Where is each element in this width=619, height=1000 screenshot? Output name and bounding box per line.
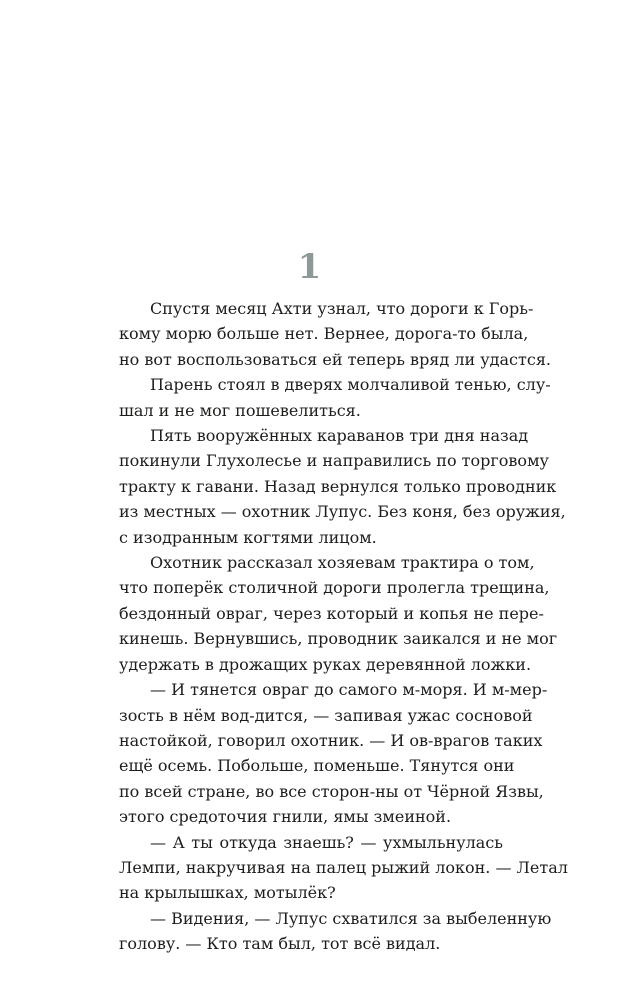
paragraph bbox=[119, 550, 558, 677]
text-line: кому морю больше нет. Вернее, дорога-то была, bbox=[119, 324, 529, 344]
text-line: бездонный овраг, через который и копья не пере- bbox=[119, 603, 544, 623]
text-line: Лемпи, накручивая на палец рыжий локон. — Летал bbox=[119, 857, 568, 877]
text-line: — Видения, — Лупус схватился за выбеленную bbox=[150, 908, 552, 928]
text-line: покинули Глухолесье и направились по торговому bbox=[119, 451, 549, 471]
text-line: голову. — Кто там был, тот всё видал. bbox=[119, 934, 441, 954]
text-line: — А ты откуда знаешь? — ухмыльнулась bbox=[150, 832, 503, 852]
text-line: ещё осемь. Побольше, поменьше. Тянутся они bbox=[119, 756, 515, 776]
text-line: что поперёк столичной дороги пролегла трещина, bbox=[119, 578, 550, 598]
text-line: кинешь. Вернувшись, проводник заикался и не мог bbox=[119, 629, 558, 649]
text-line: из местных — охотник Лупус. Без коня, без оружия, bbox=[119, 502, 566, 522]
chapter-number: 1 bbox=[297, 247, 322, 287]
paragraph bbox=[119, 677, 548, 829]
text-line: настойкой, говорил охотник. — И ов-врагов таких bbox=[119, 730, 543, 750]
text-line: Пять вооружённых караванов три дня назад bbox=[150, 426, 529, 446]
text-line: с изодранным когтями лицом. bbox=[119, 527, 377, 547]
text-line: шал и не мог пошевелиться. bbox=[119, 400, 361, 420]
text-line: зость в нём вод-дится, — запивая ужас сосновой bbox=[119, 705, 533, 725]
text-line: этого средоточия гнили, ямы змеиной. bbox=[119, 807, 452, 827]
text-line: тракту к гавани. Назад вернулся только проводник bbox=[119, 476, 557, 496]
body-text bbox=[119, 296, 568, 957]
paragraph bbox=[119, 830, 568, 906]
paragraph bbox=[119, 372, 551, 423]
text-line: Спустя месяц Ахти узнал, что дороги к Горь- bbox=[150, 299, 534, 318]
text-line: Парень стоял в дверях молчаливой тенью, слу- bbox=[150, 375, 551, 395]
text-line: по всей стране, во все сторон-ны от Чёрной Язвы, bbox=[119, 781, 544, 801]
text-line: но вот воспользоваться ей теперь вряд ли удастся. bbox=[119, 349, 552, 369]
paragraph bbox=[119, 906, 552, 957]
paragraph bbox=[119, 423, 566, 550]
paragraph bbox=[119, 296, 552, 372]
text-line: на крылышках, мотылёк? bbox=[119, 883, 336, 903]
text-line: — И тянется овраг до самого м-моря. И м-мер- bbox=[150, 680, 548, 700]
text-line: Охотник рассказал хозяевам трактира о том, bbox=[150, 553, 535, 573]
text-line: удержать в дрожащих руках деревянной ложки. bbox=[119, 654, 532, 674]
